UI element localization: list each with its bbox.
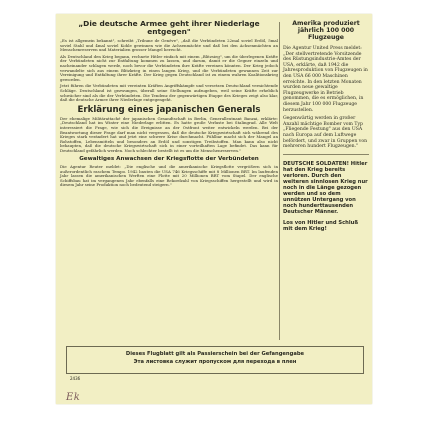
pass-box <box>66 346 364 374</box>
column-divider <box>279 22 280 340</box>
left-column <box>60 20 278 190</box>
main-paragraph-1: „Es ist allgemein bekannt", schreibt „Tribune de Genève", „daß die Verbündeten 22mal soviel Erdöl, 5mal soviel Stahl und 4mal soviel Kohle gewinnen wie die Achsenmächte und daß bei den Achsenmächten an Menschenreserven und Materialien grosser Mangel herrscht. <box>60 38 278 53</box>
japan-paragraph: Der ehemalige Militärattaché der japanischen Gesandtschaft in Berlin, Generalleutnant Banzai, erklärte: „Deutschland hat im Winter eine Niederlage erlitten. Es hatte große Verluste bei Stalingrad. Alle Welt interessiert die Frage, wie sich die Ereignisse an der Ostfront weiter entwickeln werden. Bei der Beantwortung dieser Frage darf man nicht vergessen, daß die deutsche Kriegswirtschaft sich während des Krieges stark verändert hat und jetzt eine schwere Krise durchmacht. Fühlbar macht sich der Mangel an Rohstoffen, Lebensmitteln und besonders an Erdöl und sonstigen Treibstoffen. Man kann also nicht behaupten, daß die deutsche Kriegswirtschaft sich in einer vorteilhaften Lage befindet. Das kann für Deutschland gefährlich werden. Noch schlechter bestellt ist es um die Menschenreserven." <box>60 115 278 153</box>
right-closing: Los von Hitler und Schluß mit dem Krieg! <box>283 219 359 232</box>
pass-text-german: Dieses Flugblatt gilt als Passierschein bei der Gefangengabe <box>125 351 305 357</box>
main-paragraph-2: Als Deutschland den Krieg begann, rechnete Hitler einfach mit einem „Blitzsieg", um die überlegenen Kräfte der Verbündeten nicht zur Entfaltung kommen zu lassen, und darum, damit er die Gegner einzeln und nacheinander schlagen werde, noch bevor die Verbündeten ihre Kräfte vereinen könnten. Der Krieg jedoch verwandelte sich aus einem Blitzkrieg in einen langen Krieg, und die Verbündeten gewannen Zeit zur Vereinigung und Entfaltung ihrer Kräfte. Der Krieg gegen Deutschland ist zu einem wahren Koalitionskrieg geworden. <box>60 53 278 82</box>
pass-text-russian: Эта листовка служит пропуском для перехода в плен <box>133 359 297 365</box>
right-paragraph-2: Gegenwärtig werden in großer Anzahl mächtige Bomber vom Typ „Fliegende Festung" aus den USA nach Europa auf dem Luftwege befördert, und zwar in Gruppen von mehreren hundert Flugzeugen." <box>283 116 368 150</box>
right-column <box>283 20 369 232</box>
right-paragraph-1: Die Agentur United Press meldet: „Der stellvertretende Vorsitzende des Rüstungsindustrie-Amtes der USA, erklärte, daß 1942 die Jahresproduktion von Flugzeugen in den USA 66 000 Maschinen erreichte. In den letzten Monaten wurden neue gewaltige Flugzeugwerke in Betrieb genommen, die es ermöglichen, in diesem Jahr 100 000 Flugzeuge herzustellen. <box>283 46 368 113</box>
fleet-paragraph: Die Agentur Reuter meldet: „Die englische und die amerikanische Kriegsflotte vergrößern sich in außerordentlich raschem Tempo. 1942 bauten die USA 746 Kriegsschiffe mit 8 Millionen BRT. Im laufenden Jahr lassen die amerikanischen Werften eine Flotte mit 20 Millionen BRT vom Stapel. Der englische Schiffsbau hat im vergangenen Jahr ebenfalls eine Rekordzahl von Kriegsschiffen hergestellt und wird in diesem Jahr seine Produktion noch bedeutend steigern." <box>60 163 278 188</box>
handwritten-mark: Ek <box>66 392 81 403</box>
headline-fleet: Gewaltiges Anwachsen der Kriegsflotte der Verbündeten <box>79 156 259 163</box>
right-headline: Amerika produziert jährlich 100 000 Flugzeuge <box>292 20 360 41</box>
main-paragraph-3: Jetzt führen die Verbündeten mit vereinten Kräften Angriffskämpfe und versetzen Deutschland vernichtende Schläge. Deutschland ist gezwungen, überall seine Stellungen aufzugeben, weil seine Kräfte erheblich schwächer sind als die der Verbündeten. Die Tendenz der gegenwärtigen Etappe des Krieges zeigt also klar, daß die deutsche Armee ihrer Niederlage entgegengeht. <box>60 83 278 103</box>
leaflet-sheet <box>56 14 372 404</box>
leaflet-code: 2436 <box>70 376 81 381</box>
right-divider <box>283 154 369 155</box>
headline-japan: Erklärung eines japanischen Generals <box>77 104 261 115</box>
right-appeal: DEUTSCHE SOLDATEN! Hitler hat den Krieg bereits verloren. Durch den weiteren sinnlosen Krieg nur noch in die Länge gezogen werden und so dem unnützen Untergang von noch hunderttausenden Deutscher Männer. <box>283 160 368 215</box>
headline-main: „Die deutsche Armee geht ihrer Niederlage entgegen" <box>78 19 260 36</box>
